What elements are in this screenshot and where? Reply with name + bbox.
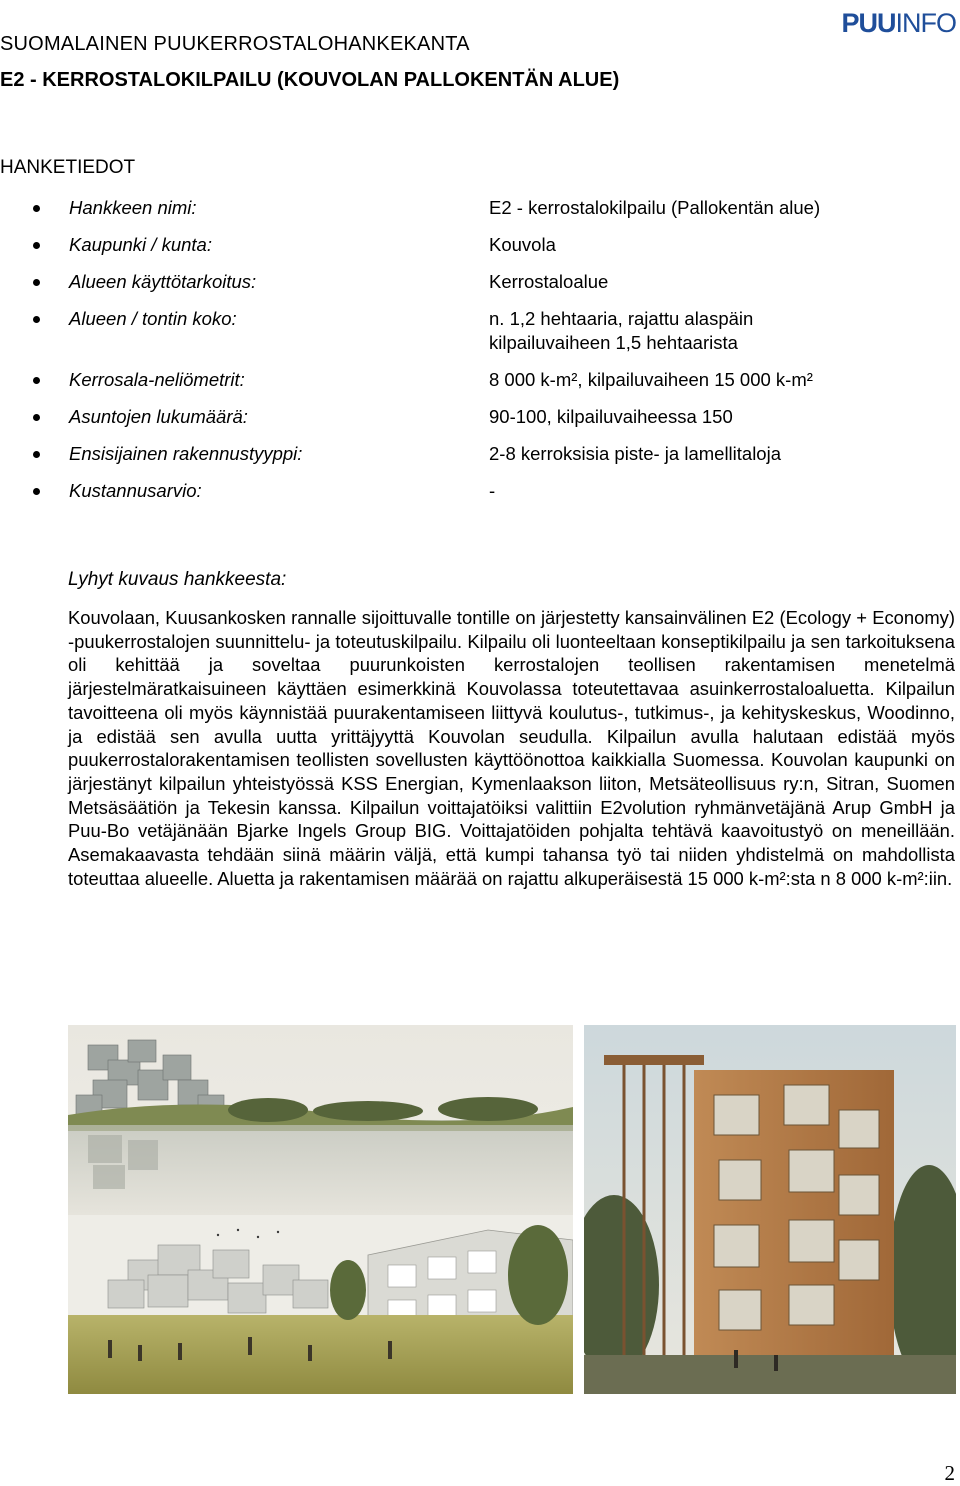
fact-label: Alueen / tontin koko: <box>69 308 237 329</box>
fact-label: Alueen käyttötarkoitus: <box>69 271 257 292</box>
fact-item <box>0 442 960 466</box>
bullet-icon <box>0 442 69 466</box>
fact-item <box>0 307 960 355</box>
document-header-title: SUOMALAINEN PUUKERROSTALOHANKEKANTA <box>0 33 470 55</box>
fact-label: Ensisijainen rakennustyyppi: <box>69 443 303 464</box>
fact-item <box>0 233 960 257</box>
fact-value: - <box>489 480 496 501</box>
bullet-icon <box>0 270 69 294</box>
description-text: Kouvolaan, Kuusankosken rannalle sijoittuvalle tontille on järjestetty kansainvälinen E2 (Ecology + Economy) -puukerrostalojen suunnittelu- ja toteutuskilpailu. Kilpailu oli luonteeltaan konseptikilpailu ja sen tarkoituksena oli kehittää ja soveltaa puurunkoisten kerrostalojen teollisen rakentamisen menetelmä järjestelmäratkaisuineen käyttäen esimerkkinä Kouvolassa toteutettavaa asuinkerrostaloaluetta. Kilpailun tavoitteena oli myös käynnistää puurakentamiseen liittyvä koulutus-, tutkimus-, ja kehityskeskus, Woodinno, ja edistää sen avulla uutta yrittäjyyttä Kouvolan seudulla. Kilpailun avulla halutaan edistää myös puukerrostalorakentamisen teollisten sovellusten käyttöönottoa kaikkialla Suomessa. Kouvolan kaupunki on järjestänyt kilpailun yhteistyössä KSS Energian, Kymenlaakson liiton, Metsäteollisuus ry:n, Sitran, Suomen Metsäsäätiön ja Tekesin kanssa. Kilpailun voittajatöiksi valittiin E2volution ryhmänvetäjänä Arup GmbH ja Puu-Bo vetäjänään Bjarke Ingels Group BIG. Voittajatöiden pohjalta tehtävä kaavoitustyö on meneillään. Asemakaavasta tehdään siinä määrin väljä, että kumpi tahansa työ tai niiden yhdistelmä on mahdollista toteuttaa alueelle. Aluetta ja rakentamisen määrää on rajattu alkuperäisestä 15 000 k-m²:sta n 8 000 k-m²:iin. <box>68 607 955 889</box>
fact-item <box>0 368 960 392</box>
bullet-icon <box>0 368 69 392</box>
page-number: 2 <box>944 1461 955 1485</box>
logo-text-part1: PUU <box>841 7 896 38</box>
puuinfo-logo <box>841 6 956 40</box>
fact-label: Kaupunki / kunta: <box>69 234 212 255</box>
fact-item <box>0 405 960 429</box>
logo-text-part2: INFO <box>895 7 956 38</box>
fact-label: Kerrosala-neliömetrit: <box>69 369 245 390</box>
fact-value: Kerrostaloalue <box>489 271 609 292</box>
fact-label: Kustannusarvio: <box>69 480 202 501</box>
fact-item <box>0 196 960 220</box>
bullet-icon <box>0 405 69 429</box>
bullet-icon <box>0 233 69 257</box>
fact-value: 90-100, kilpailuvaiheessa 150 <box>489 406 733 427</box>
fact-value: 8 000 k-m², kilpailuvaiheen 15 000 k-m² <box>489 369 813 390</box>
render-lake-and-park-image <box>68 1025 573 1394</box>
bullet-icon <box>0 479 69 503</box>
description-label: Lyhyt kuvaus hankkeesta: <box>68 569 287 590</box>
fact-value-line1: n. 1,2 hehtaaria, rajattu alaspäin <box>489 308 754 329</box>
fact-value: Kouvola <box>489 234 556 255</box>
section-title: HANKETIEDOT <box>0 157 136 178</box>
fact-item <box>0 479 960 503</box>
fact-value: E2 - kerrostalokilpailu (Pallokentän alue) <box>489 197 821 218</box>
fact-item <box>0 270 960 294</box>
render-wooden-facade-image <box>584 1025 956 1394</box>
fact-value: 2-8 kerroksisia piste- ja lamellitaloja <box>489 443 781 464</box>
project-facts-list <box>0 196 960 516</box>
fact-value <box>489 307 960 355</box>
bullet-icon <box>0 196 69 220</box>
fact-label: Hankkeen nimi: <box>69 197 197 218</box>
bullet-icon <box>0 307 69 355</box>
fact-value-line2: kilpailuvaiheen 1,5 hehtaarista <box>489 332 738 353</box>
document-header-subtitle: E2 - KERROSTALOKILPAILU (KOUVOLAN PALLOKENTÄN ALUE) <box>0 69 620 91</box>
fact-label: Asuntojen lukumäärä: <box>69 406 248 427</box>
